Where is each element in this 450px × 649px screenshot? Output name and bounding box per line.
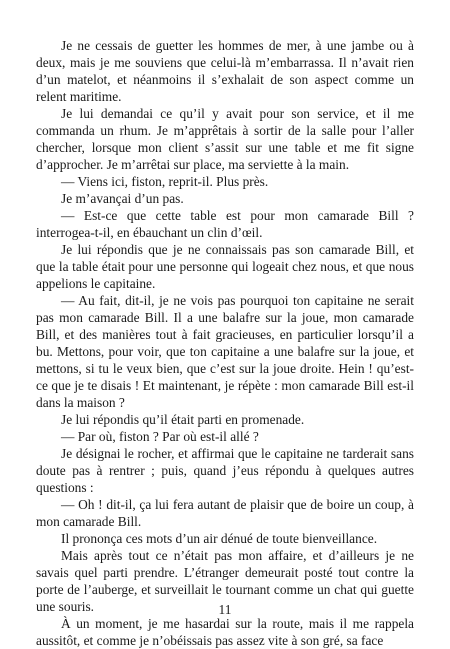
paragraph: — Viens ici, fiston, reprit-il. Plus près. xyxy=(61,174,269,189)
page-number: 11 xyxy=(218,602,232,617)
paragraph: Je lui répondis qu’il était parti en promenade. xyxy=(61,412,305,427)
paragraph: Je m’avançai d’un pas. xyxy=(61,191,184,206)
body-text xyxy=(36,37,414,649)
paragraph: Mais après tout ce n’était pas mon affaire, et d’ailleurs je ne savais quel parti prendre. L’étranger demeurait posté tout contre la porte de l’auberge, et surveillait le tournant comme un chat qui guette une souris. xyxy=(36,548,414,614)
paragraph: — Par où, fiston ? Par où est-il allé ? xyxy=(61,429,259,444)
paragraph: Je désignai le rocher, et affirmai que le capitaine ne tarderait sans doute pas à rentrer ; puis, quand j’eus répondu à quelques autres questions : xyxy=(36,446,414,495)
paragraph: — Oh ! dit-il, ça lui fera autant de plaisir que de boire un coup, à mon camarade Bill. xyxy=(36,497,414,529)
paragraph: À un moment, je me hasardai sur la route, mais il me rappela aussitôt, et comme je n’obéissais pas assez vite à son gré, sa face xyxy=(36,616,414,648)
paragraph: Je lui répondis que je ne connaissais pas son camarade Bill, et que la table était pour une personne qui logeait chez nous, et que nous appelions le capitaine. xyxy=(36,242,414,291)
paragraph: Il prononça ces mots d’un air dénué de toute bienveillance. xyxy=(61,531,378,546)
paragraph: — Est-ce que cette table est pour mon camarade Bill ? interrogea-t-il, en ébauchant un clin d’œil. xyxy=(36,208,414,240)
paragraph: Je ne cessais de guetter les hommes de mer, à une jambe ou à deux, mais je me souviens que celui-là m’embarrassa. Il n’avait rien d’un matelot, et néanmoins il s’exhalait de son aspect comme un relent maritime. xyxy=(36,38,414,104)
paragraph: Je lui demandai ce qu’il y avait pour son service, et il me commanda un rhum. Je m’apprêtais à sortir de la salle pour l’aller chercher, lorsque mon client s’assit sur une table et me fit signe d’approcher. Je m’arrêtai sur place, ma serviette à la main. xyxy=(36,106,414,172)
paragraph: — Au fait, dit-il, je ne vois pas pourquoi ton capitaine ne serait pas mon camarade Bill. Il a une balafre sur la joue, mon camarade Bill, et des manières tout à fait gracieuses, en particulier lorsqu’il a bu. Mettons, pour voir, que ton capitaine a une balafre sur la joue, et mettons, si tu le veux bien, que c’est sur la joue droite. Hein ! qu’est-ce que je te disais ! Et maintenant, je répète : mon camarade Bill est-il dans la maison ? xyxy=(36,293,414,410)
